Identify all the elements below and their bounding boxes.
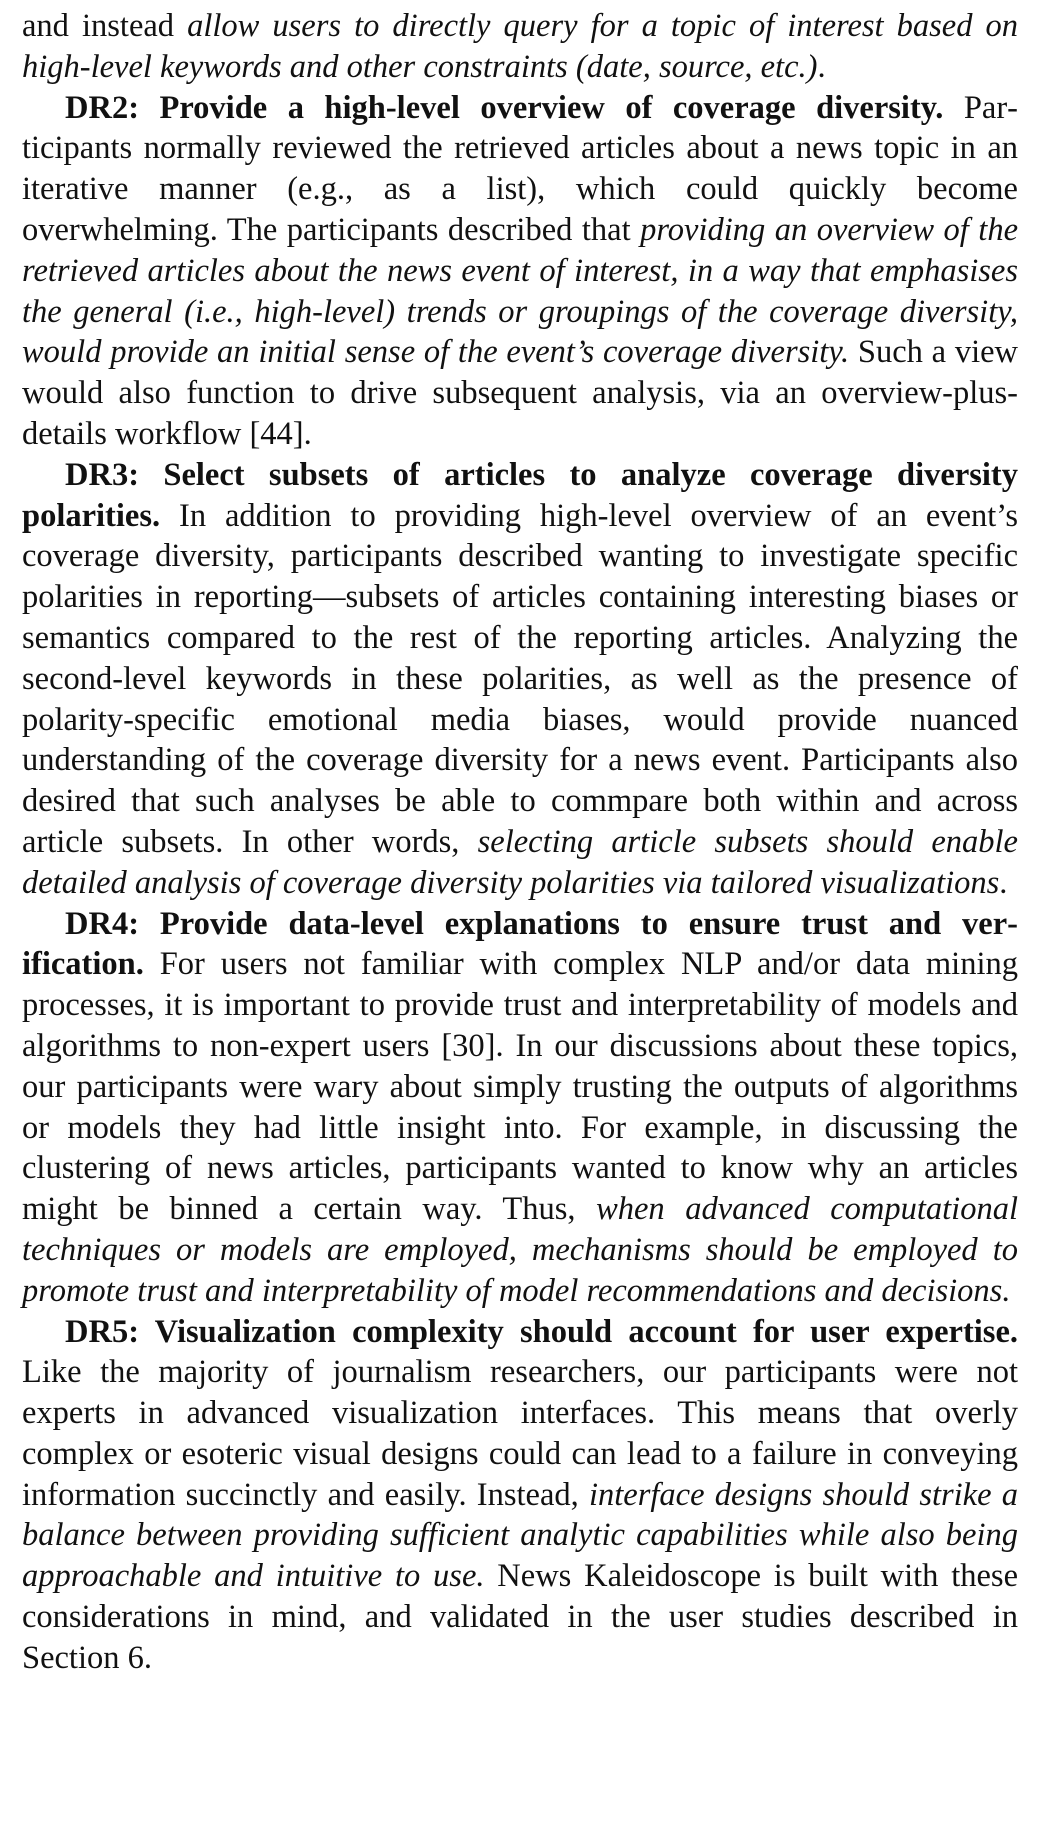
text-normal: Like the majority of journalism researchers, our participants were not experts in advanced visualization interfaces. This means that overly complex or esoteric visual designs could can lead to a failure in conveying information succinctly and easily. Instead, bbox=[22, 1354, 1018, 1513]
intro-continuation-paragraph bbox=[22, 6, 1018, 88]
dr2-paragraph bbox=[22, 88, 1018, 455]
text-normal: Such a view would also function to drive subsequent analysis, via an overview-plus-details workflow [44]. bbox=[22, 334, 1018, 452]
text-normal: . bbox=[999, 864, 1008, 901]
dr4-paragraph bbox=[22, 904, 1018, 1312]
text-normal: In addition to providing high-level overview of an event’s coverage diversity, participants described wanting to investigate specific polarities in reporting—subsets of articles containing interesting biases or semantics compared to the rest of the reporting articles. Analyzing the second-level keywords in these polarities, as well as the presence of polarity-specific emotional media biases, would provide nuanced understanding of the coverage diversity for a news event. Participants also desired that such analyses be able to commpare both within and across article subsets. In other words, bbox=[22, 497, 1018, 860]
text-normal: . bbox=[817, 48, 826, 85]
dr4-heading: DR4: Provide data-level explanations to ensure trust and verification. bbox=[22, 905, 1018, 983]
text-italic: interface designs should strike a balance between providing sufficient analytic capabilities while also being approachable and intuitive to use. bbox=[22, 1476, 1018, 1595]
dr5-paragraph bbox=[22, 1312, 1018, 1679]
dr3-paragraph bbox=[22, 455, 1018, 904]
text-normal: Participants normally reviewed the retrieved articles about a news topic in an iterative manner (e.g., as a list), which could quickly become overwhelming. The participants described that bbox=[22, 89, 1018, 248]
text-italic: providing an overview of the retrieved articles about the news event of interest, in a way that emphasises the general (i.e., high-level) trends or groupings of the coverage diversity, would provide an initial sense of the event’s coverage diversity. bbox=[22, 211, 1018, 371]
text-normal: For users not familiar with complex NLP and/or data mining processes, it is important to provide trust and interpretability of models and algorithms to non-expert users [30]. In our discussions about these topics, our participants were wary about simply trusting the outputs of algorithms or models they had little insight into. For example, in discussing the clustering of news articles, participants wanted to know why an articles might be binned a certain way. Thus, bbox=[22, 946, 1018, 1228]
dr3-heading: DR3: Select subsets of articles to analyze coverage diversity polarities. bbox=[22, 456, 1018, 534]
text-normal: News Kaleidoscope is built with these considerations in mind, and validated in the user studies described in Section 6. bbox=[22, 1558, 1019, 1676]
text-italic: selecting article subsets should enable detailed analysis of coverage diversity polarities via tailored visualizations bbox=[22, 823, 1018, 901]
text-italic: when advanced computational techniques or models are employed, mechanisms should be employed to promote trust and interpretability of model recommendations and decisions. bbox=[22, 1191, 1018, 1309]
dr5-heading: DR5: Visualization complexity should account for user expertise. bbox=[65, 1313, 1018, 1350]
dr2-heading: DR2: Provide a high-level overview of coverage diversity. bbox=[65, 89, 944, 126]
text-normal: and instead bbox=[22, 8, 188, 44]
text-italic: allow users to directly query for a topic of interest based on high-level keywords and other constraints (date, source, etc.) bbox=[22, 8, 1018, 85]
